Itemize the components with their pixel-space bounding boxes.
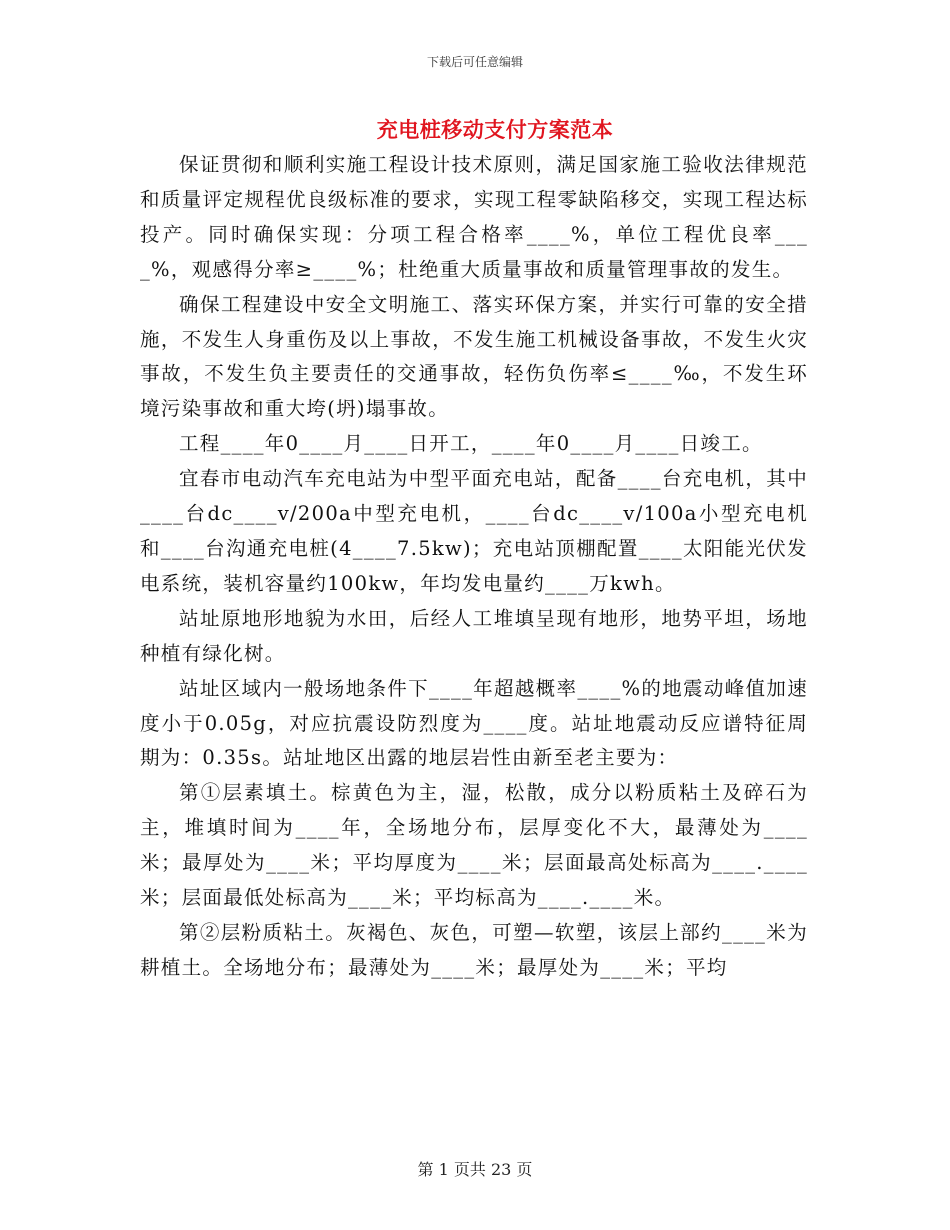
- paragraph-seismic: 站址区域内一般场地条件下____年超越概率____%的地震动峰值加速度小于0.05g，对应抗震设防烈度为____度。站址地震动反应谱特征周期为：0.35s。站址地区出露的地层岩性由新至老主要为：: [140, 676, 808, 770]
- paragraph-layer-2: 第②层粉质粘土。灰褐色、灰色，可塑—软塑，该层上部约____米为耕植土。全场地分布；最薄处为____米；最厚处为____米；平均: [140, 920, 808, 979]
- document-body: [140, 148, 808, 986]
- paragraph-layer-1: 第①层素填土。棕黄色为主，湿，松散，成分以粉质粘土及碎石为主，堆填时间为____年，全场地分布，层厚变化不大，最薄处为____米；最厚处为____米；平均厚度为____米；层面最高处标高为____.____米；层面最低处标高为____米；平均标高为____.____米。: [140, 781, 808, 910]
- paragraph-schedule: 工程____年0____月____日开工，____年0____月____日竣工。: [179, 432, 763, 456]
- paragraph-quality-goals: 保证贯彻和顺利实施工程设计技术原则，满足国家施工验收法律规范和质量评定规程优良级标准的要求，实现工程零缺陷移交，实现工程达标投产。同时确保实现：分项工程合格率____%，单位工程优良率____%，观感得分率≥____%；杜绝重大质量事故和质量管理事故的发生。: [140, 153, 808, 281]
- document-title: 充电桩移动支付方案范本: [376, 117, 614, 142]
- page-number: 第 1 页共 23 页: [417, 1160, 533, 1179]
- paragraph-terrain: 站址原地形地貌为水田，后经人工堆填呈现有地形，地势平坦，场地种植有绿化树。: [140, 606, 808, 665]
- page-header-note: 下载后可任意编辑: [426, 55, 523, 69]
- paragraph-station-config: 宜春市电动汽车充电站为中型平面充电站，配备____台充电机，其中____台dc____v/200a中型充电机，____台dc____v/100a小型充电机和____台沟通充电桩(4____7.5kw)；充电站顶棚配置____太阳能光伏发电系统，装机容量约100kw，年均发电量约____万kwh。: [140, 467, 808, 595]
- paragraph-safety-goals: 确保工程建设中安全文明施工、落实环保方案，并实行可靠的安全措施，不发生人身重伤及以上事故，不发生施工机械设备事故，不发生火灾事故，不发生负主要责任的交通事故，轻伤负伤率≤____‰，不发生环境污染事故和重大垮(坍)塌事故。: [140, 292, 808, 421]
